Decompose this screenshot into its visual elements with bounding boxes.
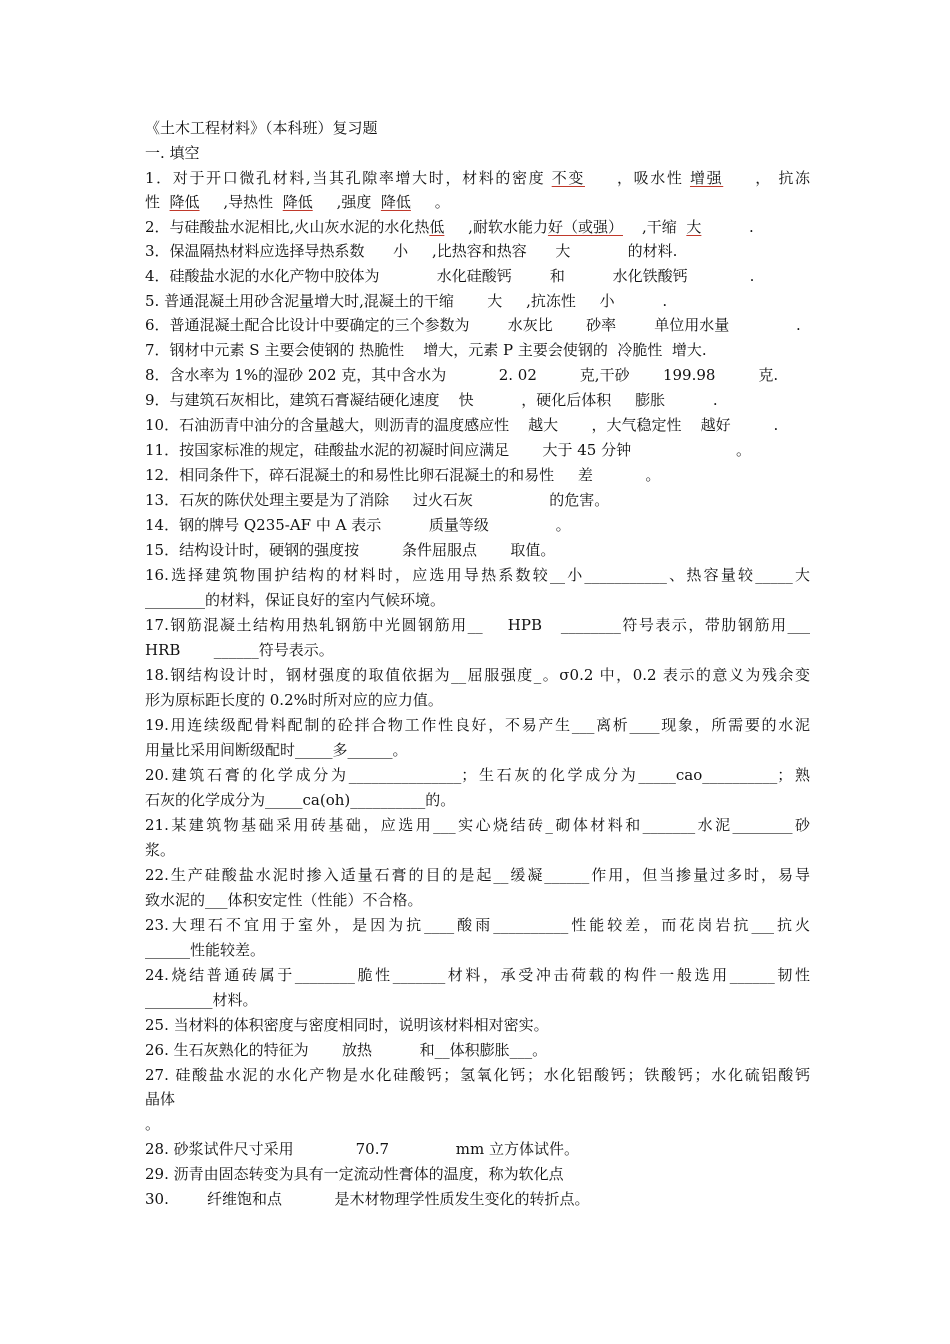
q1-text-f: 性: [145, 193, 170, 211]
question-18-line-2: 形为原标距长度的 0.2%时所对应的应力值。: [145, 691, 443, 709]
question-25: 25. 当材料的体积密度与密度相同时，说明该材料相对密实。: [145, 1016, 549, 1034]
question-27-line-2: 晶体: [145, 1090, 176, 1108]
question-20-line-1: 20.建筑石膏的化学成分为_______________；生石灰的化学成分为_____cao__________；熟: [145, 766, 810, 784]
q1-text-e: ， 抗冻: [723, 169, 810, 187]
q1-text-c: ，吸水性: [584, 169, 690, 187]
question-5: 5. 普通混凝土用砂含泥量增大时,混凝土的干缩 大 ,抗冻性 小 .: [145, 292, 668, 310]
question-27-line-1: 27. 硅酸盐水泥的水化产物是水化硅酸钙；氢氧化钙；水化铝酸钙；铁酸钙；水化硫铝酸钙: [145, 1066, 810, 1084]
q1-text-a: 1．对于开口微孔材料,当其孔隙率增大时，材料的密度: [145, 169, 552, 187]
question-22-line-2: 致水泥的___体积安定性（性能）不合格。: [145, 891, 423, 909]
question-1-line-2: [145, 191, 810, 213]
question-28: 28. 砂浆试件尺寸采用 70.7 mm 立方体试件。: [145, 1140, 579, 1158]
q1-text-h: ,导热性: [199, 193, 283, 211]
q1-answer-frost: 降低: [169, 193, 200, 211]
document-title: 《土木工程材料》（本科班）复习题: [145, 119, 378, 137]
question-13: 13．石灰的陈伏处理主要是为了消除 过火石灰 的危害。: [145, 491, 610, 509]
question-1-line-1: [145, 167, 810, 189]
section-heading: 一. 填空: [145, 144, 200, 162]
question-24-line-1: 24.烧结普通砖属于________脆性_______材料，承受冲击荷载的构件一般选用______韧性: [145, 966, 810, 984]
question-17-line-1: 17.钢筋混凝土结构用热轧钢筋中光圆钢筋用__ HPB ________符号表示，带肋钢筋用___: [145, 616, 810, 634]
question-24-line-2: _________材料。: [145, 991, 258, 1009]
q2-text-e: ,干缩: [622, 218, 687, 236]
question-15: 15．结构设计时，硬钢的强度按 条件屈服点 取值。: [145, 541, 556, 559]
question-4: 4．硅酸盐水泥的水化产物中胶体为 水化硅酸钙 和 水化铁酸钙 .: [145, 267, 755, 285]
q1-text-j: ,强度: [312, 193, 381, 211]
q1-answer-strength: 降低: [380, 193, 411, 211]
question-10: 10．石油沥青中油分的含量越大，则沥青的温度感应性 越大 ，大气稳定性 越好 .: [145, 416, 779, 434]
question-30: 30. 纤维饱和点 是木材物理学性质发生变化的转折点。: [145, 1190, 590, 1208]
question-16-line-1: 16.选择建筑物围护结构的材料时，应选用导热系数较__小___________、热容量较_____大: [145, 566, 810, 584]
q2-answer-soft-water: 好（或强）: [547, 218, 623, 236]
question-8: 8．含水率为 1%的湿砂 202 克，其中含水为 2. 02 克,干砂 199.98 克.: [145, 366, 779, 384]
q2-answer-heat: 低: [429, 218, 445, 236]
question-27-line-3: 。: [145, 1115, 161, 1133]
question-16-line-2: ________的材料，保证良好的室内气候环境。: [145, 591, 446, 609]
question-18-line-1: 18.钢结构设计时，钢材强度的取值依据为__屈服强度_。σ0.2 中，0.2 表示的意义为残余变: [145, 666, 810, 684]
question-21-line-1: 21.某建筑物基础采用砖基础，应选用___实心烧结砖_砌体材料和_______水泥________砂: [145, 816, 810, 834]
question-23-line-1: 23.大理石不宜用于室外，是因为抗____酸雨__________性能较差，而花岗岩抗___抗火: [145, 916, 810, 934]
question-26: 26. 生石灰熟化的特征为 放热 和__体积膨胀___。: [145, 1041, 548, 1059]
question-7: 7．钢材中元素 S 主要会使钢的 热脆性 增大，元素 P 主要会使钢的 冷脆性 增大.: [145, 341, 707, 359]
q1-text-l: 。: [410, 193, 450, 211]
q2-text-g: .: [701, 218, 754, 236]
question-17-line-2: HRB ______符号表示。: [145, 641, 334, 659]
q1-answer-absorption: 增强: [689, 169, 724, 187]
q2-text-c: ,耐软水能力: [444, 218, 548, 236]
question-29: 29. 沥青由固态转变为具有一定流动性膏体的温度，称为软化点: [145, 1165, 564, 1183]
question-21-line-2: 浆。: [145, 841, 176, 859]
question-6: 6．普通混凝土配合比设计中要确定的三个参数为 水灰比 砂率 单位用水量 .: [145, 316, 801, 334]
question-14: 14．钢的牌号 Q235-AF 中 A 表示 质量等级 。: [145, 516, 571, 534]
q2-text-a: 2．与硅酸盐水泥相比,火山灰水泥的水化热: [145, 218, 430, 236]
question-19-line-1: 19.用连续级配骨料配制的砼拌合物工作性良好，不易产生___离析____现象，所需要的水泥: [145, 716, 810, 734]
question-19-line-2: 用量比采用间断级配时_____多______。: [145, 741, 408, 759]
question-3: 3．保温隔热材料应选择导热系数 小 ,比热容和热容 大 的材料.: [145, 242, 678, 260]
question-20-line-2: 石灰的化学成分为_____ca(oh)__________的。: [145, 791, 456, 809]
question-9: 9．与建筑石灰相比，建筑石膏凝结硬化速度 快 ，硬化后体积 膨胀 .: [145, 391, 718, 409]
question-2: [145, 216, 810, 238]
question-22-line-1: 22.生产硅酸盐水泥时掺入适量石膏的目的是起__缓凝______作用，但当掺量过多时，易导: [145, 866, 810, 884]
question-23-line-2: ______性能较差。: [145, 941, 266, 959]
question-12: 12．相同条件下，碎石混凝土的和易性比卵石混凝土的和易性 差 。: [145, 466, 661, 484]
question-11: 11．按国家标准的规定，硅酸盐水泥的初凝时间应满足 大于 45 分钟 。: [145, 441, 751, 459]
q2-answer-shrink: 大: [686, 218, 702, 236]
q1-answer-density: 不变: [551, 169, 585, 187]
q1-answer-heat: 降低: [282, 193, 313, 211]
